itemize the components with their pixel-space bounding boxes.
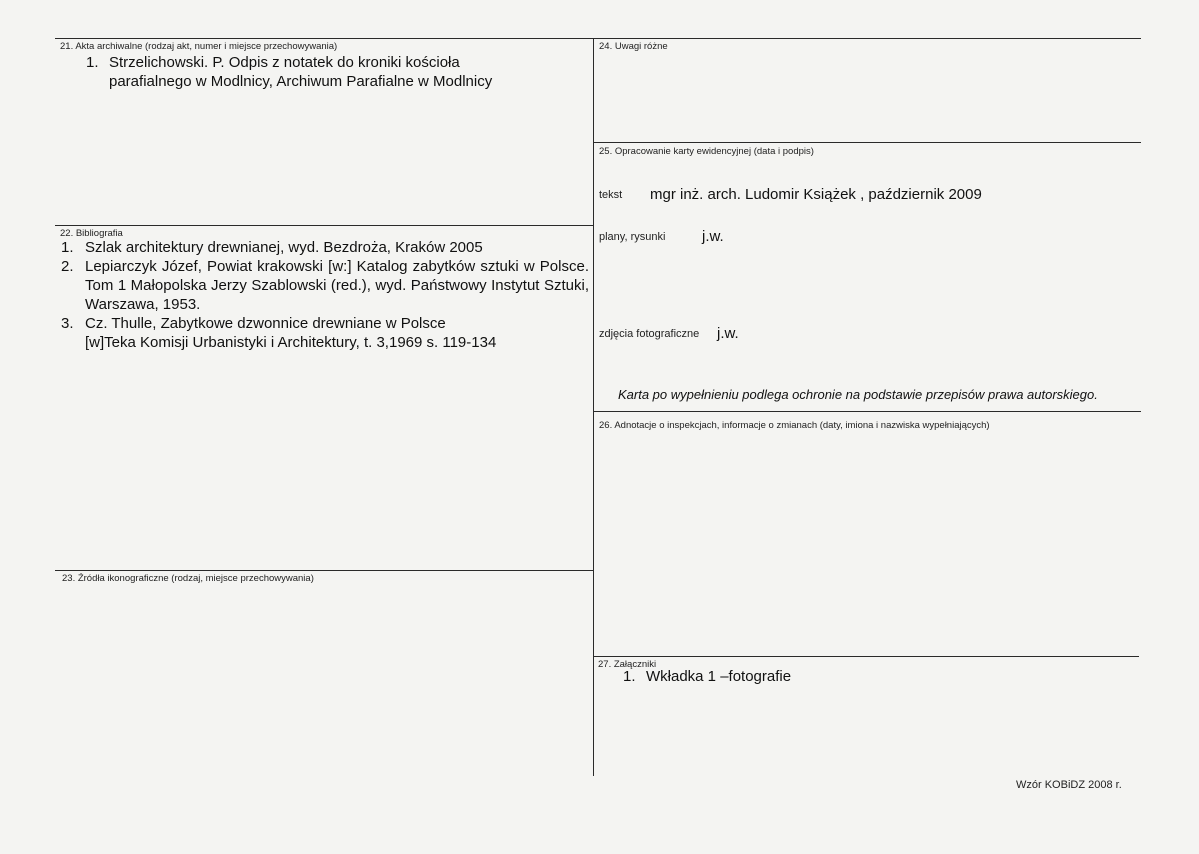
plany-value: j.w. — [702, 228, 724, 245]
section-21-label: 21. Akta archiwalne (rodzaj akt, numer i miejsce przechowywania) — [60, 41, 338, 52]
section-21-item-1-text: Strzelichowski. P. Odpis z notatek do kroniki kościoła — [109, 54, 460, 71]
section-21-item-1-continuation: parafialnego w Modlnicy, Archiwum Parafialne w Modlnicy — [109, 73, 493, 90]
section-22-item-3: 3. Cz. Thulle, Zabytkowe dzwonnice drewniane w Polsce [w]Teka Komisji Urbanistyki i Architektury, t. 3,1969 s. 119-134 — [61, 315, 497, 351]
section-25-top-line — [593, 142, 1141, 143]
section-26-top-line — [593, 411, 1141, 412]
section-22-item-2: 2. Lepiarczyk Józef, Powiat krakowski [w:] Katalog zabytków sztuki w Polsce. Tom 1 Małopolska Jerzy Szablowski (red.), wyd. Państwowy Instytut Sztuki, Warszawa, 1953. — [61, 258, 589, 313]
section-22-list — [61, 238, 589, 352]
section-23-top-line — [55, 570, 593, 571]
copyright-note: Karta po wypełnieniu podlega ochronie na podstawie przepisów prawa autorskiego. — [618, 387, 1098, 402]
section-27-label: 27. Załączniki — [598, 659, 657, 670]
section-27-item-1-num: 1. — [623, 668, 636, 685]
tekst-value: mgr inż. arch. Ludomir Książek , październik 2009 — [650, 186, 982, 203]
template-footer: Wzór KOBiDZ 2008 r. — [1016, 779, 1122, 791]
section-22-item-1: 1. Szlak architektury drewnianej, wyd. Bezdroża, Kraków 2005 — [61, 239, 483, 256]
section-25-label: 25. Opracowanie karty ewidencyjnej (data i podpis) — [599, 146, 814, 157]
section-27-item-1-text: Wkładka 1 –fotografie — [646, 668, 792, 685]
section-26-label: 26. Adnotacje o inspekcjach, informacje o zmianach (daty, imiona i nazwiska wypełniających) — [599, 420, 990, 431]
section-21-item-1-num: 1. — [86, 54, 99, 71]
section-21-top-line — [55, 38, 593, 39]
section-24-label: 24. Uwagi różne — [599, 41, 668, 52]
section-22-label: 22. Bibliografia — [60, 228, 123, 239]
section-27-top-line — [593, 656, 1139, 657]
section-22-top-line — [55, 225, 593, 226]
section-24-top-line — [593, 38, 1141, 39]
column-divider — [593, 38, 594, 776]
tekst-label: tekst — [599, 189, 623, 201]
section-23-label: 23. Źródła ikonograficzne (rodzaj, miejsce przechowywania) — [62, 573, 314, 584]
zdjecia-label: zdjęcia fotograficzne — [599, 328, 700, 340]
plany-label: plany, rysunki — [599, 231, 666, 243]
zdjecia-value: j.w. — [717, 325, 739, 342]
